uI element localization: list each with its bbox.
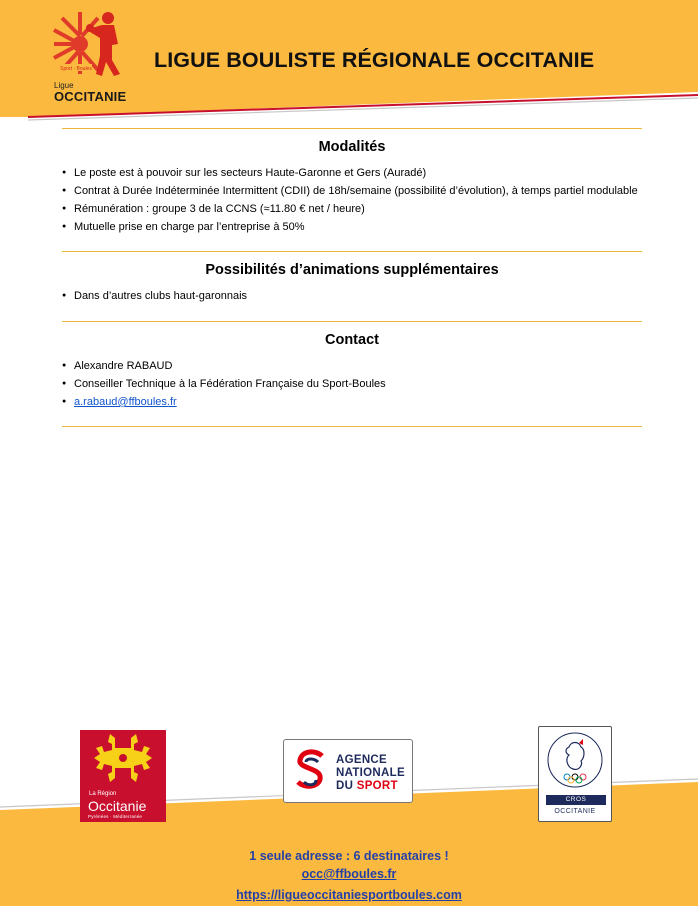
cros-band-label: CROS	[546, 795, 606, 805]
list-item: ● Alexandre RABAUD	[62, 358, 642, 374]
cros-occitanie-logo	[538, 726, 612, 822]
ans-s-logo-icon	[288, 740, 334, 802]
list-item: ● Le poste est à pouvoir sur les secteurs Haute-Garonne et Gers (Auradé)	[62, 165, 642, 181]
ans-line3	[336, 780, 398, 792]
section-title: Possibilités d’animations supplémentaires	[205, 262, 499, 278]
bullet-list	[62, 358, 642, 426]
ligue-logo	[50, 8, 134, 104]
list-item: ● Conseiller Technique à la Fédération Française du Sport-Boules	[62, 376, 642, 392]
cros-region-label: OCCITANIE	[554, 808, 596, 815]
page-title: LIGUE BOULISTE RÉGIONALE OCCITANIE	[154, 48, 595, 72]
section-contact	[62, 321, 642, 426]
section-divider	[62, 426, 642, 427]
section-title: Modalités	[318, 139, 386, 155]
olympic-rooster-icon	[539, 727, 611, 793]
ans-line3-a: DU	[336, 780, 357, 792]
ans-line2: NATIONALE	[336, 767, 405, 779]
region-occitanie-logo	[80, 730, 166, 822]
petanque-player-cross-logo-icon	[50, 8, 134, 82]
footer-email-link[interactable]: occ@ffboules.fr	[301, 867, 397, 881]
contact-email-link[interactable]: a.rabaud@ffboules.fr	[74, 396, 177, 408]
bullet-list	[62, 165, 642, 251]
region-label-sub: Pyrénées · Méditerranée	[88, 814, 143, 819]
footer-tagline: 1 seule adresse : 6 destinataires !	[249, 849, 449, 863]
list-item: ● Dans d’autres clubs haut-garonnais	[62, 288, 642, 304]
list-item: ● Mutuelle prise en charge par l’entreprise à 50%	[62, 219, 642, 235]
page-header	[0, 0, 698, 125]
occitan-cross-icon	[80, 730, 166, 788]
region-label-small: La Région	[89, 791, 117, 797]
page-footer	[0, 706, 698, 906]
bullet-list	[62, 288, 642, 321]
main-content	[62, 128, 642, 427]
list-item	[62, 394, 642, 410]
list-item: ● Rémunération : groupe 3 de la CCNS (≈11.80 € net / heure)	[62, 201, 642, 217]
section-animations	[62, 251, 642, 321]
section-modalites	[62, 128, 642, 251]
ans-line3-b: SPORT	[356, 780, 398, 792]
agence-nationale-sport-logo	[283, 739, 413, 803]
section-title: Contact	[325, 332, 379, 348]
logo-caption-big: OCCITANIE	[54, 89, 127, 104]
svg-text:Sport · Boules: Sport · Boules	[60, 66, 92, 72]
logo-caption-small: Ligue	[54, 81, 74, 90]
ans-line1: AGENCE	[336, 754, 388, 766]
region-label-big: Occitanie	[88, 798, 147, 814]
list-item: ● Contrat à Durée Indéterminée Intermittent (CDII) de 18h/semaine (possibilité d’évolution), à temps partiel modulable	[62, 183, 642, 199]
footer-website-link[interactable]: https://ligueoccitaniesportboules.com	[236, 888, 462, 902]
